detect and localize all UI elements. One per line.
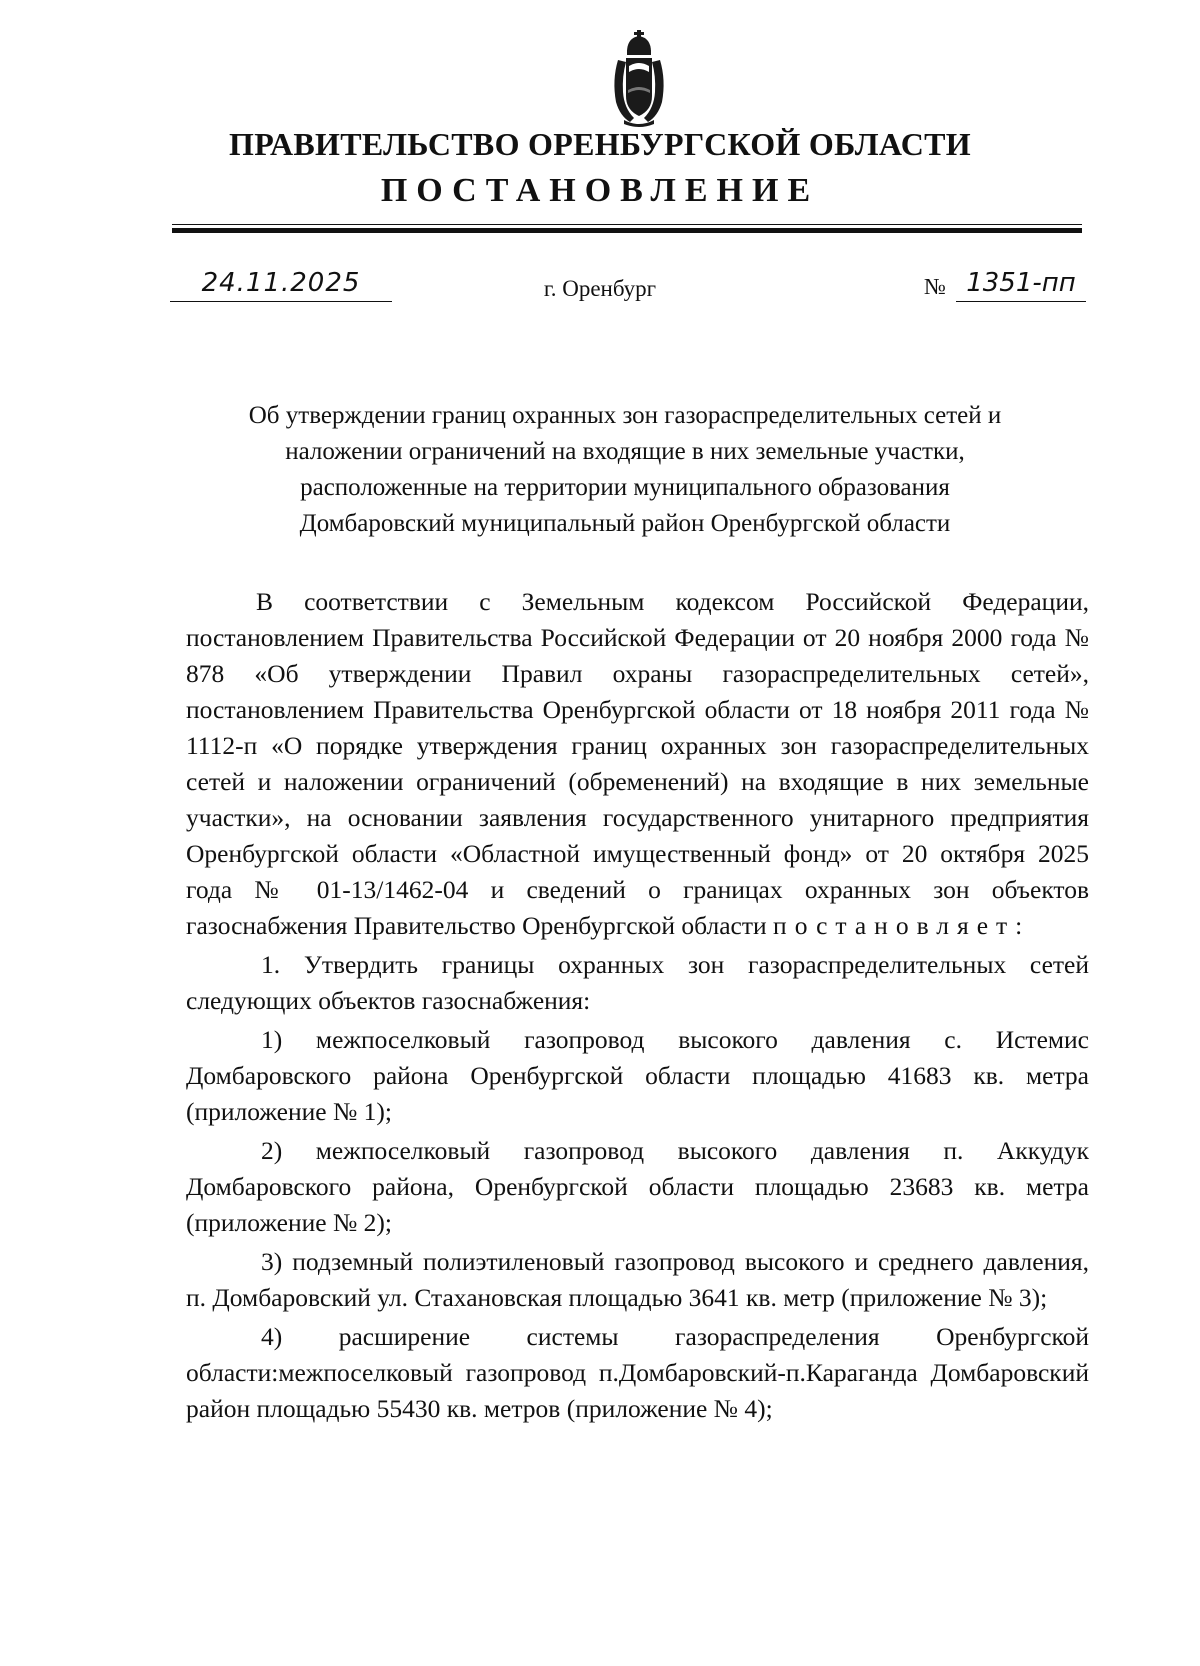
list-item: 4) расширение системы газораспределения Оренбургской области:межпоселковый газопровод п.Домбаровский-п.Караганда Домбаровский район площадью 55430 кв. метров (приложение № 4); <box>186 1322 1089 1423</box>
title-line: расположенные на территории муниципального образования <box>300 474 950 501</box>
header-divider-thick <box>172 228 1082 233</box>
coat-of-arms-icon <box>594 30 684 128</box>
list-item: 1) межпоселковый газопровод высокого давления с. Истемис Домбаровского района Оренбургской области площадью 41683 кв. метра (приложение № 1); <box>186 1025 1089 1126</box>
preamble-text: В соответствии с Земельным кодексом Российской Федерации, постановлением Правительства Российской Федерации от 20 ноября 2000 года № 878 «Об утверждении Правил охраны газораспределительных сетей», постановлением Правительства Оренбургской области от 18 ноября 2011 года № 1112-п «О порядке утверждения границ охранных зон газораспределительных сетей и наложении ограничений (обременений) на входящие в них земельные участки», на основании заявления государственного унитарного предприятия Оренбургской области «Областной имущественный фонд» от 20 октября 2025 года № 01-13/1462-04 и сведений о границах охранных зон объектов газоснабжения Правительство Оренбургской области <box>186 587 1089 940</box>
list-item: 3) подземный полиэтиленовый газопровод высокого и среднего давления, п. Домбаровский ул. Стахановская площадью 3641 кв. метр (приложение № 3); <box>186 1247 1089 1312</box>
document-date: 24.11.2025 <box>170 268 392 302</box>
document-city: г. Оренбург <box>543 276 657 301</box>
header-divider-thin <box>172 224 1082 225</box>
list-item: 2) межпоселковый газопровод высокого давления п. Аккудук Домбаровского района, Оренбургской области площадью 23683 кв. метра (приложение № 2); <box>186 1136 1089 1237</box>
title-line: наложении ограничений на входящие в них земельные участки, <box>285 438 965 465</box>
document-body <box>186 584 1089 1427</box>
document-type: ПОСТАНОВЛЕНИЕ <box>380 172 820 209</box>
title-line: Об утверждении границ охранных зон газораспределительных сетей и <box>248 402 1002 429</box>
preamble-paragraph <box>186 584 1089 944</box>
title-line: Домбаровский муниципальный район Оренбургской области <box>299 510 951 537</box>
clause-1: 1. Утвердить границы охранных зон газораспределительных сетей следующих объектов газоснабжения: <box>186 950 1089 1015</box>
number-sign: № <box>924 274 946 299</box>
organization-title: ПРАВИТЕЛЬСТВО ОРЕНБУРГСКОЙ ОБЛАСТИ <box>229 126 971 162</box>
document-number: 1351-пп <box>956 268 1086 302</box>
document-title <box>170 398 1080 542</box>
resolves-word: постановляет: <box>773 911 1031 940</box>
